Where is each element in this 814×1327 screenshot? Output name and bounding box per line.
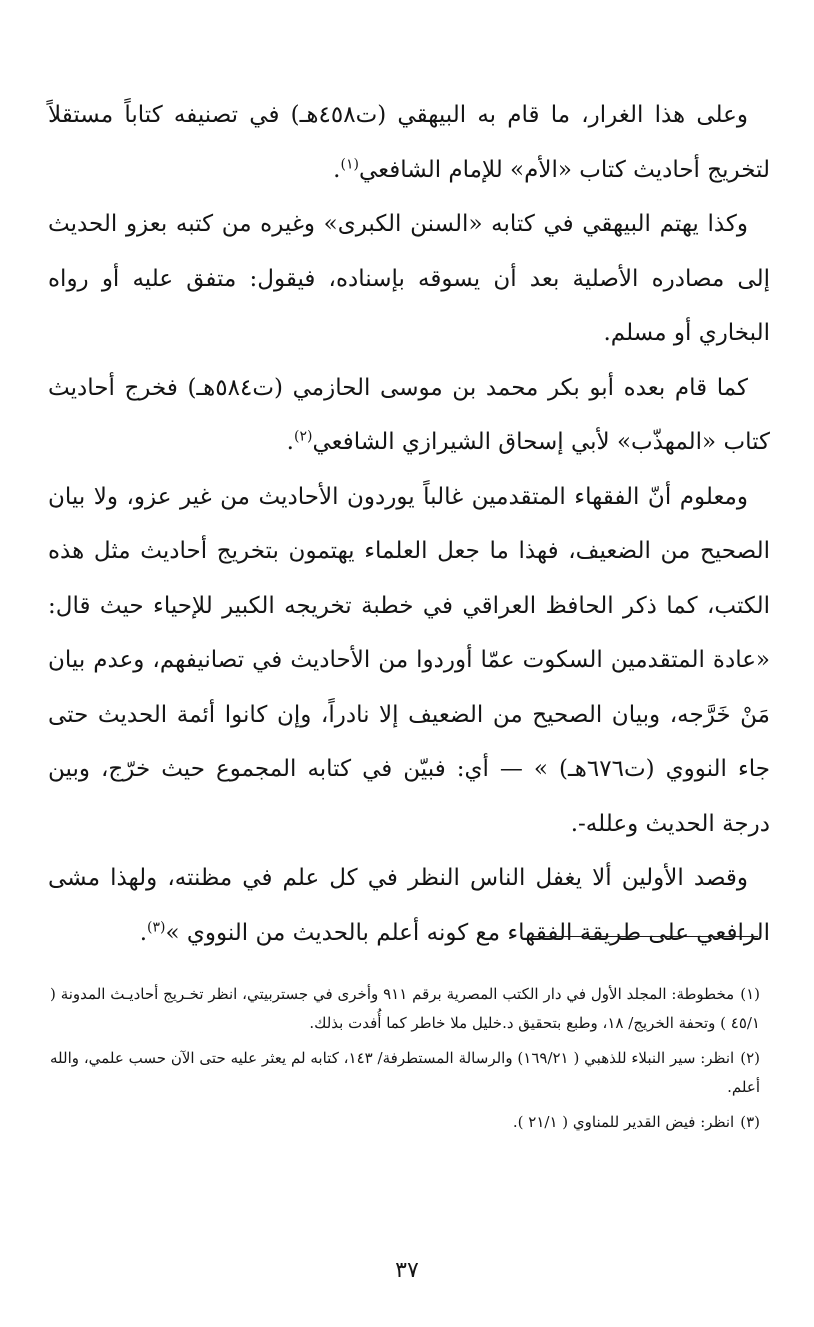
footnote-3 xyxy=(50,1108,760,1137)
footnote-1 xyxy=(50,980,760,1038)
footnote-3-text: انظر: فيض القدير للمناوي ( ٢١/١ ). xyxy=(512,1113,735,1131)
paragraph-1 xyxy=(48,88,770,197)
paragraph-1-tail: . xyxy=(333,156,341,183)
footnote-ref-1: (١) xyxy=(340,155,359,172)
footnote-2-marker: (٢) xyxy=(740,1049,760,1067)
footnote-divider xyxy=(533,936,758,937)
footnote-ref-3: (٣) xyxy=(147,918,166,935)
footnotes xyxy=(50,980,760,1143)
paragraph-3-text: كما قام بعده أبو بكر محمد بن موسى الحازمي (ت٥٨٤هـ) فخرج أحاديث كتاب «المهذّب» لأبي إسحاق الشيرازي الشافعي xyxy=(48,374,770,455)
footnote-3-marker: (٣) xyxy=(740,1113,760,1131)
footnote-1-text: مخطوطة: المجلد الأول في دار الكتب المصرية برقم ٩١١ وأخرى في جستربيتي، انظر تخـريج أحاديـث المدونة ( ٤٥/١ ) وتحفة الخريج/ ١٨، وطبع بتحقيق د.خليل ملا خاطر كما أُفدت بذلك. xyxy=(50,985,760,1032)
footnote-1-marker: (١) xyxy=(740,985,760,1003)
paragraph-5 xyxy=(48,851,770,960)
page-number: ٣٧ xyxy=(395,1258,419,1283)
paragraph-4 xyxy=(48,470,770,852)
paragraph-3-tail: . xyxy=(286,429,294,455)
footnote-ref-2: (٢) xyxy=(293,428,313,445)
footnote-2-text: انظر: سير النبلاء للذهبي ( ١٦٩/٢١) والرسالة المستطرفة/ ١٤٣، كتابه لم يعثر عليه حتى الآن حسب علمي، والله أعلم. xyxy=(50,1049,760,1096)
footnote-2 xyxy=(50,1044,760,1102)
paragraph-2-text: وكذا يهتم البيهقي في كتابه «السنن الكبرى» وغيره من كتبه بعزو الحديث إلى مصادره الأصلية بعد أن يسوقه بإسناده، فيقول: متفق عليه أو رواه البخاري أو مسلم. xyxy=(48,211,770,346)
paragraph-5-tail: . xyxy=(139,919,147,946)
paragraph-1-text: وعلى هذا الغرار، ما قام به البيهقي (ت٤٥٨هـ) في تصنيفه كتاباً مستقلاً لتخريج أحاديث كتاب «الأم» للإمام الشافعي xyxy=(48,102,770,183)
paragraph-2 xyxy=(48,197,770,361)
paragraph-3 xyxy=(48,361,770,470)
paragraph-5-text: وقصد الأولين ألا يغفل الناس النظر في كل علم في مظنته، ولهذا مشى الرافعي على طريقة الفقهاء مع كونه أعلم بالحديث من النووي » xyxy=(48,865,770,946)
paragraph-4-text: ومعلوم أنّ الفقهاء المتقدمين غالباً يوردون الأحاديث من غير عزو، ولا بيان الصحيح من الضعيف، فهذا ما جعل العلماء يهتمون بتخريج أحاديث مثل هذه الكتب، كما ذكر الحافظ العراقي في خطبة تخريجه الكبير للإحياء حيث قال: «عادة المتقدمين السكوت عمّا أوردوا من الأحاديث في تصانيفهم، وعدم بيان مَنْ خَرَّجه، وبيان الصحيح من الضعيف إلا نادراً، وإن كانوا أئمة الحديث حتى جاء النووي (ت٦٧٦هـ) » — أي: فبيّن في كتابه المجموع حيث خرّج، وبين درجة الحديث وعلله-. xyxy=(48,483,770,837)
main-text xyxy=(48,88,770,960)
